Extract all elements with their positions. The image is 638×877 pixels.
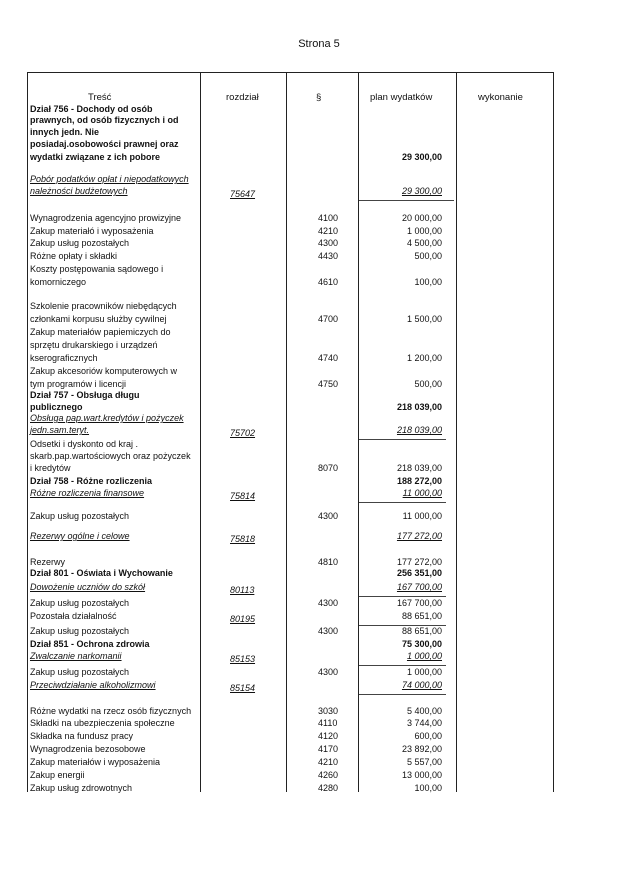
row-description: publicznego: [30, 402, 83, 412]
column-border: [286, 72, 287, 792]
row-description: jedn.sam.teryt.: [30, 425, 90, 435]
header-rozdzial: rozdział: [226, 92, 259, 103]
row-plan-amount: 177 272,00: [396, 531, 442, 541]
row-plan-amount: 20 000,00: [401, 213, 442, 223]
row-plan-amount: 3 744,00: [406, 718, 442, 728]
row-description: prawnych, od osób fizycznych i od: [30, 115, 179, 125]
row-plan-amount: 1 000,00: [406, 226, 442, 236]
header-wykonanie: wykonanie: [478, 92, 523, 103]
row-plan-amount: 188 272,00: [396, 476, 442, 486]
row-plan-amount: 500,00: [414, 251, 442, 261]
row-paragraf: 4300: [318, 511, 339, 521]
row-paragraf: 4300: [318, 598, 339, 608]
row-description: wydatki związane z ich pobore: [30, 152, 161, 162]
row-description: Wynagrodzenia agencyjno prowizyjne: [30, 213, 182, 223]
row-description: Rezerwy ogólne i celowe: [30, 531, 130, 541]
row-description: Szkolenie pracowników niebędących: [30, 301, 177, 311]
row-description: Dział 756 - Dochody od osób: [30, 104, 153, 114]
row-rozdzial: 75647: [230, 189, 256, 199]
row-plan-amount: 5 557,00: [406, 757, 442, 767]
subtotal-underline: [359, 200, 454, 201]
row-description: Rezerwy: [30, 557, 66, 567]
row-description: członkami korpusu służby cywilnej: [30, 314, 167, 324]
row-paragraf: 4110: [318, 718, 338, 728]
row-plan-amount: 29 300,00: [401, 152, 442, 162]
row-rozdzial: 75814: [230, 491, 256, 501]
row-paragraf: 4610: [318, 277, 339, 287]
row-description: Zakup usług zdrowotnych: [30, 783, 133, 793]
row-description: komorniczego: [30, 277, 87, 287]
row-plan-amount: 500,00: [414, 379, 442, 389]
row-paragraf: 4100: [318, 213, 339, 223]
row-description: kserograficznych: [30, 353, 98, 363]
row-description: posiadaj.osobowości prawnej oraz: [30, 139, 179, 149]
row-description: Różne opłaty i składki: [30, 251, 118, 261]
row-description: Koszty postępowania sądowego i: [30, 264, 164, 274]
row-plan-amount: 29 300,00: [401, 186, 442, 196]
row-plan-amount: 11 000,00: [402, 511, 442, 521]
row-paragraf: 4300: [318, 667, 339, 677]
row-description: Zakup akcesoriów komputerowych w: [30, 366, 178, 376]
row-rozdzial: 85154: [230, 683, 256, 693]
row-description: Różne wydatki na rzecz osób fizycznych: [30, 706, 192, 716]
row-plan-amount: 1 000,00: [406, 651, 442, 661]
row-description: i kredytów: [30, 463, 71, 473]
row-paragraf: 4300: [318, 626, 339, 636]
subtotal-underline: [359, 665, 446, 666]
row-plan-amount: 88 651,00: [401, 611, 442, 621]
row-plan-amount: 13 000,00: [401, 770, 442, 780]
row-description: Dział 851 - Ochrona zdrowia: [30, 639, 150, 649]
header-plan: plan wydatków: [370, 92, 433, 103]
row-description: Zakup usług pozostałych: [30, 511, 130, 521]
subtotal-underline: [359, 694, 446, 695]
row-paragraf: 4280: [318, 783, 339, 793]
row-plan-amount: 218 039,00: [396, 402, 442, 412]
row-description: Pozostała działalność: [30, 611, 117, 621]
row-plan-amount: 1 000,00: [406, 667, 442, 677]
row-plan-amount: 1 200,00: [406, 353, 442, 363]
row-description: Dział 757 - Obsługa długu: [30, 390, 140, 400]
row-paragraf: 4300: [318, 238, 339, 248]
row-plan-amount: 74 000,00: [401, 680, 442, 690]
row-description: sprzętu drukarskiego i urządzeń: [30, 340, 158, 350]
row-rozdzial: 85153: [230, 654, 256, 664]
subtotal-underline: [359, 439, 446, 440]
row-plan-amount: 218 039,00: [396, 425, 442, 435]
row-plan-amount: 100,00: [414, 277, 442, 287]
row-description: Zakup usług pozostałych: [30, 238, 130, 248]
row-paragraf: 4260: [318, 770, 339, 780]
row-description: Zwalczanie narkomanii: [30, 651, 122, 661]
row-plan-amount: 23 892,00: [401, 744, 442, 754]
row-description: Obsługa pap.wart.kredytów i pożyczek: [30, 413, 184, 423]
row-description: Składka na fundusz pracy: [30, 731, 134, 741]
row-description: Zakup materiałó i wyposażenia: [30, 226, 154, 236]
subtotal-underline: [359, 502, 446, 503]
row-description: Wynagrodzenia bezosobowe: [30, 744, 146, 754]
row-description: Przeciwdziałanie alkoholizmowi: [30, 680, 156, 690]
row-rozdzial: 75702: [230, 428, 256, 438]
row-description: Zakup usług pozostałych: [30, 626, 130, 636]
column-border: [456, 72, 457, 792]
row-description: Dowożenie uczniów do szkół: [30, 582, 146, 592]
header-tresc: Treść: [88, 92, 112, 103]
row-paragraf: 3030: [318, 706, 339, 716]
column-border: [27, 72, 28, 792]
row-plan-amount: 218 039,00: [396, 463, 442, 473]
subtotal-underline: [359, 596, 446, 597]
row-plan-amount: 177 272,00: [396, 557, 442, 567]
row-description: Zakup materiałów papiemiczych do: [30, 327, 171, 337]
row-description: Zakup energii: [30, 770, 85, 780]
row-description: należności budżetowych: [30, 186, 128, 196]
row-paragraf: 4210: [318, 226, 339, 236]
row-paragraf: 4430: [318, 251, 339, 261]
row-description: Składki na ubezpieczenia społeczne: [30, 718, 175, 728]
row-description: Pobór podatków opłat i niepodatkowych: [30, 174, 189, 184]
row-paragraf: 4750: [318, 379, 339, 389]
column-border: [358, 72, 359, 792]
row-plan-amount: 75 300,00: [401, 639, 442, 649]
row-rozdzial: 80195: [230, 614, 256, 624]
row-description: tym programów i licencji: [30, 379, 127, 389]
row-plan-amount: 11 000,00: [402, 488, 442, 498]
row-plan-amount: 167 700,00: [396, 598, 442, 608]
row-plan-amount: 1 500,00: [406, 314, 442, 324]
row-plan-amount: 5 400,00: [406, 706, 442, 716]
row-paragraf: 4700: [318, 314, 339, 324]
column-border: [553, 72, 554, 792]
row-description: Dział 758 - Różne rozliczenia: [30, 476, 153, 486]
row-description: skarb.pap.wartościowych oraz pożyczek: [30, 451, 191, 461]
row-paragraf: 4120: [318, 731, 339, 741]
row-plan-amount: 88 651,00: [401, 626, 442, 636]
row-description: innych jedn. Nie: [30, 127, 100, 137]
page-number: Strona 5: [298, 38, 340, 50]
row-paragraf: 8070: [318, 463, 339, 473]
row-description: Zakup materiałów i wyposażenia: [30, 757, 161, 767]
row-plan-amount: 100,00: [414, 783, 442, 793]
row-description: Różne rozliczenia finansowe: [30, 488, 145, 498]
row-paragraf: 4210: [318, 757, 339, 767]
row-plan-amount: 167 700,00: [396, 582, 442, 592]
row-plan-amount: 600,00: [414, 731, 442, 741]
row-rozdzial: 80113: [230, 585, 255, 595]
row-rozdzial: 75818: [230, 534, 256, 544]
row-paragraf: 4740: [318, 353, 339, 363]
row-description: Zakup usług pozostałych: [30, 667, 130, 677]
row-paragraf: 4170: [318, 744, 339, 754]
column-border: [200, 72, 201, 792]
row-description: Zakup usług pozostałych: [30, 598, 130, 608]
row-paragraf: 4810: [318, 557, 339, 567]
row-description: Odsetki i dyskonto od kraj .: [30, 439, 139, 449]
row-plan-amount: 4 500,00: [406, 238, 442, 248]
row-plan-amount: 256 351,00: [396, 568, 442, 578]
header-paragraf: §: [316, 92, 322, 103]
row-description: Dział 801 - Oświata i Wychowanie: [30, 568, 173, 578]
